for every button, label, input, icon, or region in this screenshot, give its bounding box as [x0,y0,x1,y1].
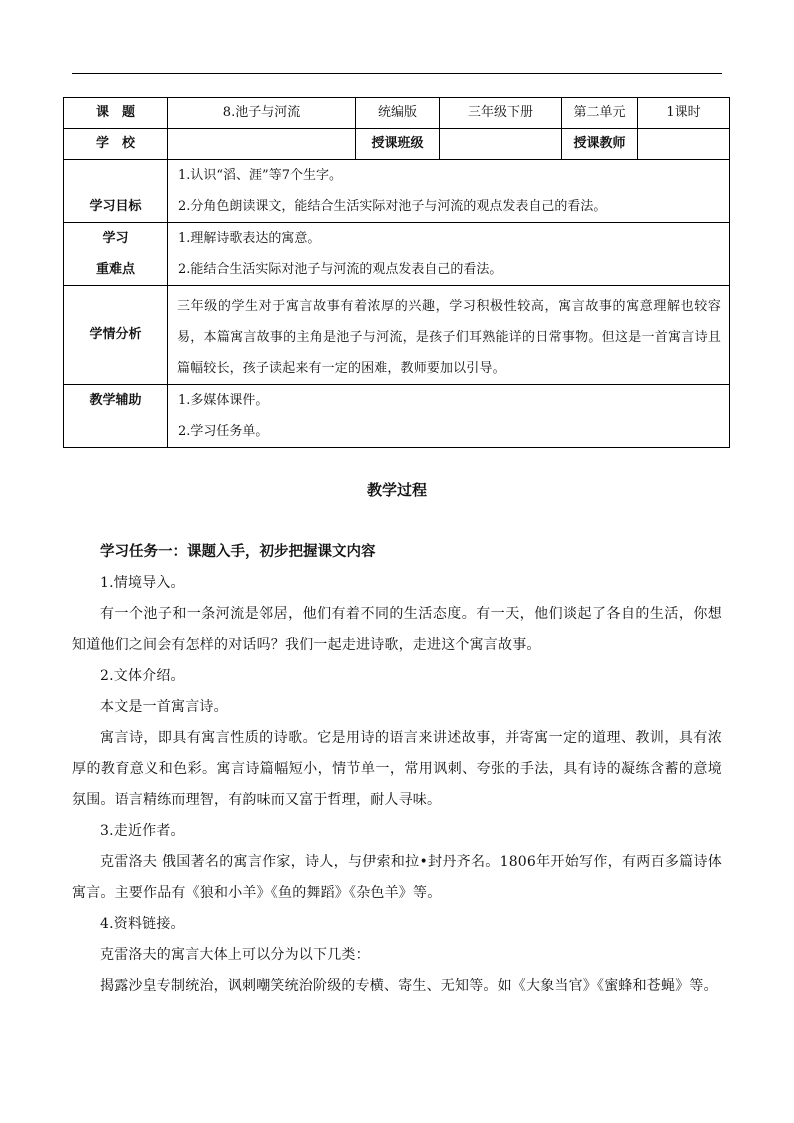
analysis-content [168,286,730,385]
paragraph: 寓言诗，即具有寓言性质的诗歌。它是用诗的语言来讲述故事，并寄寓一定的道理、教训，具有浓厚的教育意义和色彩。寓言诗篇幅短小，情节单一，常用讽刺、夸张的手法，具有诗的凝练含蓄的意境氛围。语言精练而理智，有韵味而又富于哲理，耐人寻味。 [72,730,722,808]
lesson-hours: 1课时 [638,98,730,129]
step-heading: 4.资料链接。 [100,916,185,932]
aids-content [168,385,730,448]
lesson-info-table [63,97,730,448]
step-heading: 3.走近作者。 [100,823,185,839]
difficulty-item: 2.能结合生活实际对池子与河流的观点发表自己的看法。 [178,262,503,277]
aid-item: 1.多媒体课件。 [178,393,269,408]
step-heading: 2.文体介绍。 [100,668,185,684]
header-rule [72,73,722,74]
paragraph: 有一个池子和一条河流是邻居，他们有着不同的生活态度。有一天，他们谈起了各自的生活，你想知道他们之间会有怎样的对话吗？我们一起走进诗歌，走进这个寓言故事。 [72,606,722,653]
aids-row [64,385,730,448]
paragraph: 本文是一首寓言诗。 [100,699,228,715]
difficulty-label-line: 学习 [102,231,129,246]
goal-item: 1.认识“滔、涯”等7个生字。 [178,168,342,183]
school-label: 学 校 [64,129,168,160]
paragraph: 揭露沙皇专制统治，讽刺嘲笑统治阶级的专横、寄生、无知等。如《大象当官》《蜜蜂和苍蝇》等。 [100,978,718,994]
aid-item: 2.学习任务单。 [178,424,269,439]
aids-label: 教学辅助 [89,393,142,408]
analysis-row [64,286,730,385]
goals-content [168,160,730,223]
step-heading: 1.情境导入。 [100,575,185,591]
difficulty-label-cell [64,223,168,286]
unit: 第二单元 [562,98,638,129]
difficulty-label-line: 重难点 [95,262,135,277]
grade: 三年级下册 [440,98,562,129]
info-row-1 [64,98,730,129]
difficulty-content [168,223,730,286]
course-title: 8.池子与河流 [168,98,356,129]
lesson-body [72,537,722,1002]
difficulty-item: 1.理解诗歌表达的寓意。 [178,231,321,246]
goals-label: 学习目标 [89,199,142,214]
info-row-2 [64,129,730,160]
analysis-label: 学情分析 [64,286,168,385]
teacher-value [638,129,730,160]
goal-item: 2.分角色朗读课文，能结合生活实际对池子与河流的观点发表自己的看法。 [178,199,607,214]
goals-label-cell [64,160,168,223]
paragraph: 克雷洛夫的寓言大体上可以分为以下几类： [100,947,370,963]
class-value [440,129,562,160]
teacher-label: 授课教师 [562,129,638,160]
school-value [168,129,356,160]
edition: 统编版 [356,98,440,129]
task-heading: 学习任务一：课题入手，初步把握课文内容 [100,544,376,560]
course-label: 课 题 [64,98,168,129]
analysis-text: 三年级的学生对于寓言故事有着浓厚的兴趣，学习积极性较高，寓言故事的寓意理解也较容易，本篇寓言故事的主角是池子与河流，是孩子们耳熟能详的日常事物。但这是一首寓言诗且篇幅较长，孩子读起来有一定的困难，教师要加以引导。 [177,299,721,376]
aids-label-cell [64,385,168,448]
paragraph: 克雷洛夫 俄国著名的寓言作家，诗人，与伊索和拉•封丹齐名。1806年开始写作，有两百多篇诗体寓言。主要作品有《狼和小羊》《鱼的舞蹈》《杂色羊》等。 [72,854,722,901]
class-label: 授课班级 [356,129,440,160]
difficulty-row [64,223,730,286]
goals-row [64,160,730,223]
section-title: 教学过程 [366,481,427,499]
